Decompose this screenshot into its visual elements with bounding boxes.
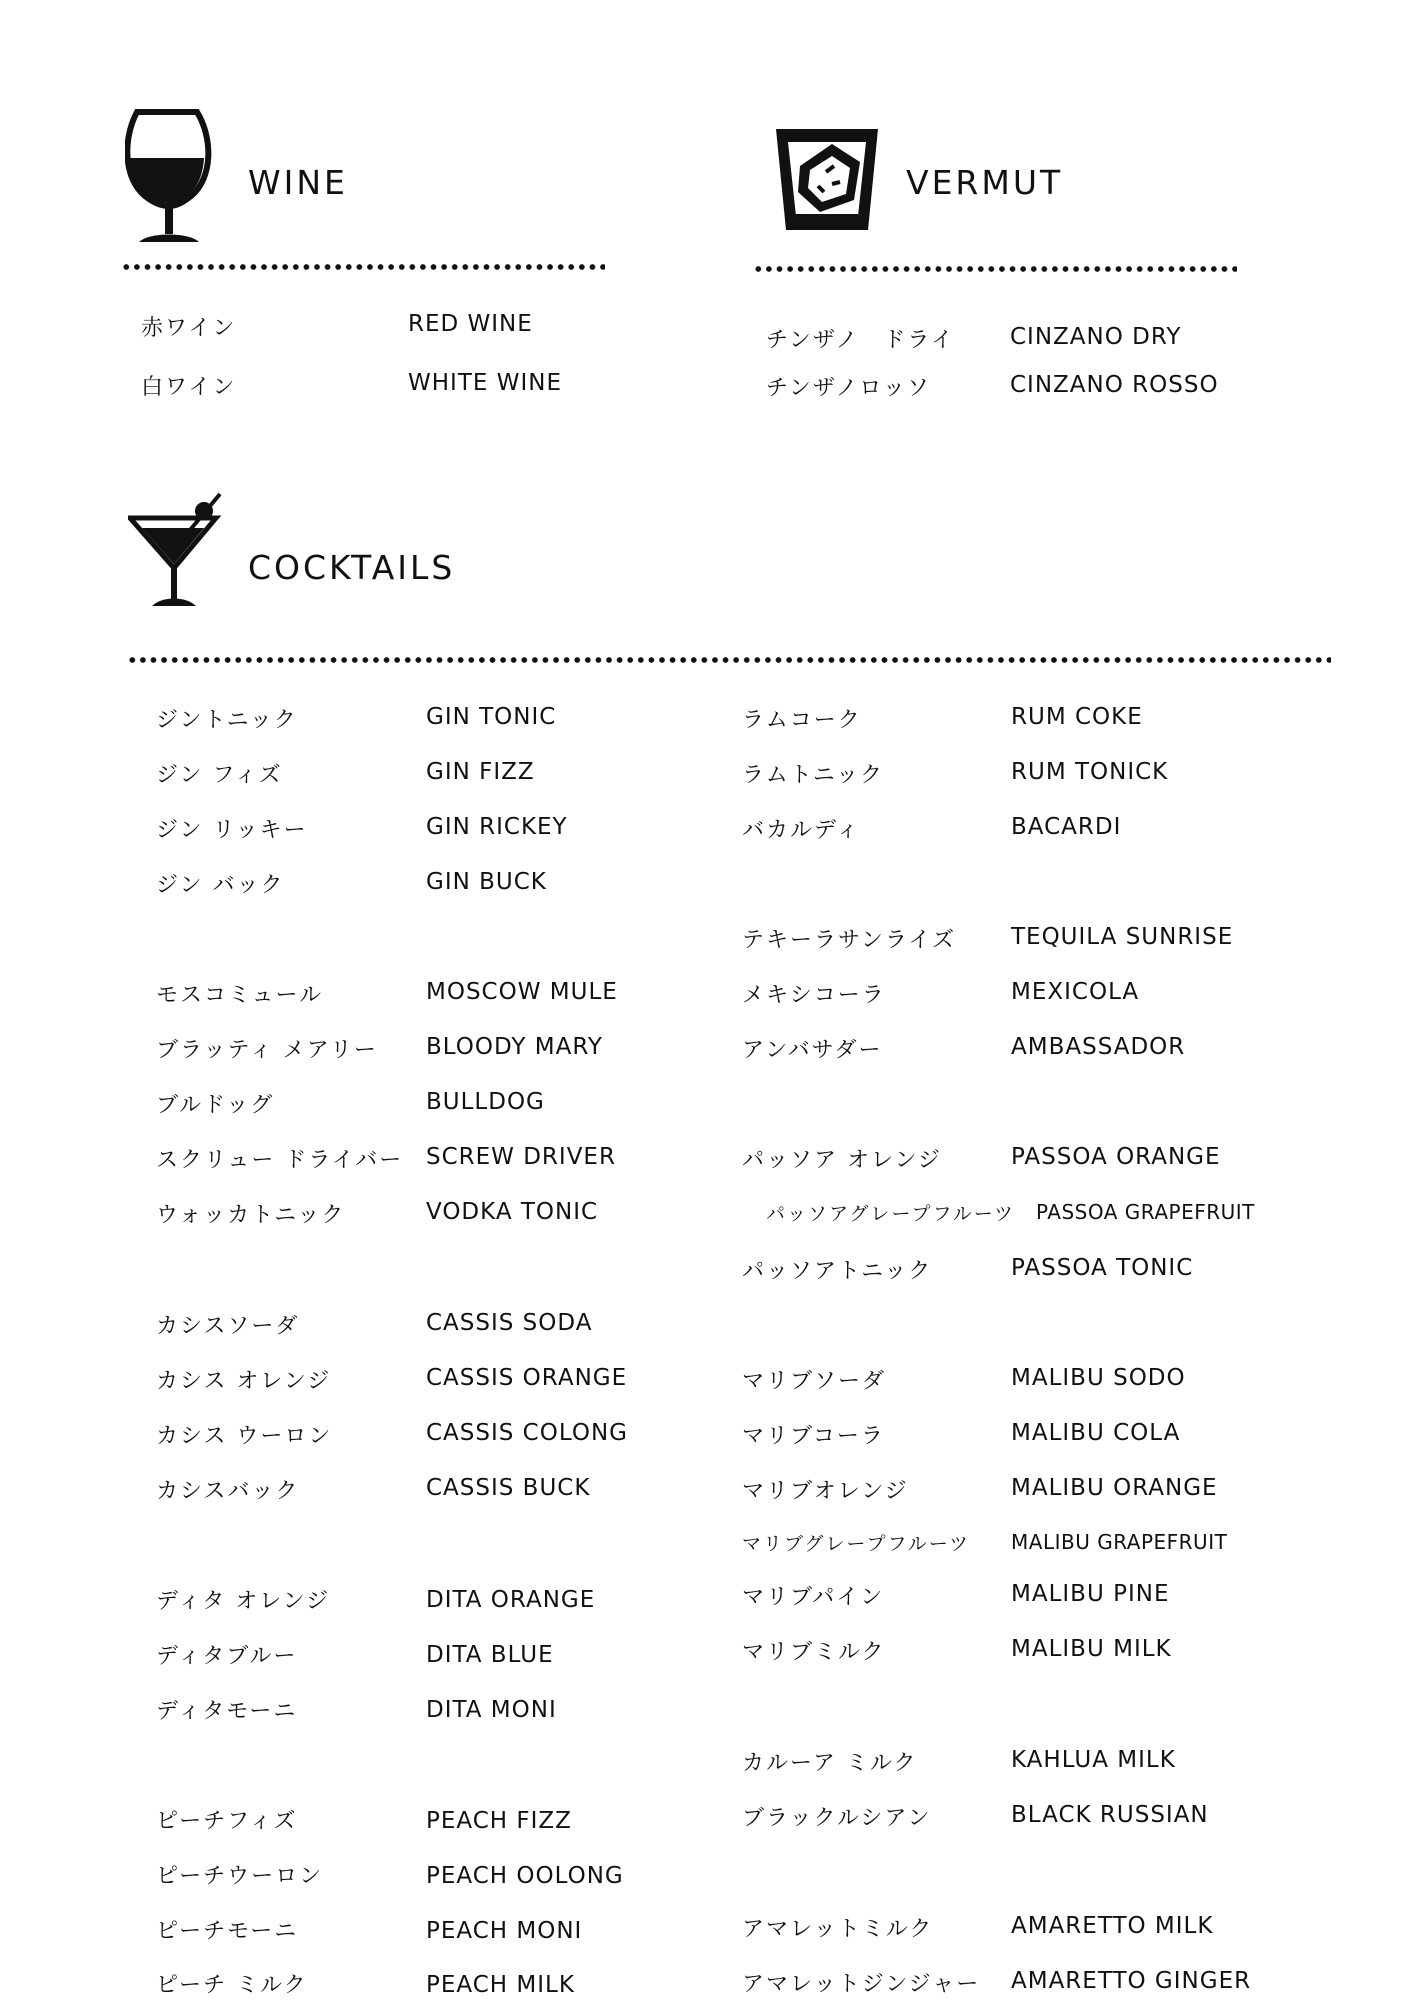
- wine-item-red-en: RED WINE: [408, 311, 533, 337]
- cocktail-jp: ラムコーク: [742, 708, 862, 733]
- cocktail-en: RUM TONICK: [1011, 759, 1169, 785]
- wine-glass-icon: [125, 108, 215, 244]
- cocktail-en: PASSOA GRAPEFRUIT: [1036, 1200, 1255, 1224]
- cocktail-en: PEACH FIZZ: [426, 1808, 572, 1834]
- cocktail-jp: ディタブルー: [156, 1644, 298, 1669]
- cocktail-en: GIN FIZZ: [426, 759, 535, 785]
- cocktail-en: MALIBU SODO: [1011, 1365, 1186, 1391]
- cocktail-jp: カシスソーダ: [156, 1314, 300, 1339]
- cocktail-jp: メキシコーラ: [742, 983, 886, 1008]
- cocktail-en: GIN TONIC: [426, 704, 557, 730]
- cocktail-jp: パッソア オレンジ: [742, 1148, 942, 1173]
- cocktail-jp: テキーラサンライズ: [742, 928, 957, 953]
- rocks-glass-icon: [774, 126, 880, 234]
- cocktail-jp: スクリュー ドライバー: [156, 1148, 404, 1173]
- cocktail-en: RUM COKE: [1011, 704, 1143, 730]
- cocktail-en: MALIBU COLA: [1011, 1420, 1181, 1446]
- vermut-divider: [753, 266, 1237, 272]
- cocktail-en: MALIBU PINE: [1011, 1581, 1170, 1607]
- cocktail-jp: マリブオレンジ: [742, 1479, 909, 1504]
- cocktail-jp: ブラッティ メアリー: [156, 1038, 378, 1063]
- cocktail-jp: パッソアトニック: [742, 1259, 933, 1284]
- cocktail-jp: カシスバック: [156, 1479, 300, 1504]
- cocktail-jp: マリブミルク: [742, 1640, 886, 1665]
- cocktail-jp: ジン バック: [156, 873, 285, 898]
- cocktail-en: BLACK RUSSIAN: [1011, 1802, 1209, 1828]
- cocktail-en: PASSOA TONIC: [1011, 1255, 1194, 1281]
- cocktail-en: BLOODY MARY: [426, 1034, 603, 1060]
- cocktail-en: MEXICOLA: [1011, 979, 1140, 1005]
- cocktail-en: DITA MONI: [426, 1697, 557, 1723]
- cocktail-en: KAHLUA MILK: [1011, 1747, 1176, 1773]
- cocktail-en: AMARETTO GINGER: [1011, 1968, 1252, 1994]
- cocktail-jp: カシス ウーロン: [156, 1424, 333, 1449]
- cocktail-jp: マリブパイン: [742, 1585, 885, 1610]
- cocktail-jp: バカルディ: [742, 818, 861, 843]
- cocktail-jp: マリブコーラ: [742, 1424, 885, 1449]
- martini-glass-icon: [128, 492, 224, 608]
- cocktail-en: CASSIS COLONG: [426, 1420, 628, 1446]
- cocktail-en: VODKA TONIC: [426, 1199, 599, 1225]
- cocktail-en: BACARDI: [1011, 814, 1122, 840]
- cocktail-jp: ピーチフィズ: [156, 1809, 298, 1834]
- wine-title: WINE: [248, 163, 348, 202]
- cocktail-en: PEACH OOLONG: [426, 1863, 624, 1889]
- cocktail-en: GIN RICKEY: [426, 814, 568, 840]
- wine-divider: [121, 264, 605, 270]
- cocktail-jp: モスコミュール: [156, 983, 324, 1008]
- cocktail-jp: カルーア ミルク: [742, 1751, 918, 1776]
- cocktail-jp: ブラックルシアン: [742, 1806, 932, 1831]
- cocktail-jp: アンバサダー: [742, 1038, 883, 1063]
- cocktail-jp: ピーチ ミルク: [156, 1973, 308, 1998]
- wine-item-white-en: WHITE WINE: [408, 370, 562, 396]
- wine-item-white-jp: 白ワイン: [141, 375, 237, 400]
- cocktail-jp: アマレットミルク: [742, 1917, 934, 1942]
- vermut-title: VERMUT: [906, 163, 1064, 202]
- cocktail-en: PEACH MILK: [426, 1972, 575, 1998]
- cocktail-en: DITA ORANGE: [426, 1587, 596, 1613]
- vermut-item-rosso-jp: チンザノロッソ: [766, 376, 931, 401]
- wine-item-red-jp: 赤ワイン: [141, 316, 237, 341]
- cocktail-jp: ディタ オレンジ: [156, 1589, 331, 1614]
- cocktail-en: AMBASSADOR: [1011, 1034, 1186, 1060]
- cocktails-divider: [127, 657, 1331, 663]
- cocktail-en: MALIBU MILK: [1011, 1636, 1172, 1662]
- cocktail-en: CASSIS ORANGE: [426, 1365, 628, 1391]
- cocktail-jp: ブルドッグ: [156, 1093, 275, 1118]
- cocktail-en: CASSIS BUCK: [426, 1475, 591, 1501]
- cocktail-jp: カシス オレンジ: [156, 1369, 332, 1394]
- cocktail-en: TEQUILA SUNRISE: [1011, 924, 1234, 950]
- cocktail-jp: ウォッカトニック: [156, 1203, 346, 1228]
- cocktail-en: AMARETTO MILK: [1011, 1913, 1214, 1939]
- vermut-item-dry-jp: チンザノ ドライ: [766, 328, 955, 353]
- vermut-item-dry-en: CINZANO DRY: [1010, 324, 1182, 350]
- cocktail-en: DITA BLUE: [426, 1642, 554, 1668]
- cocktail-jp: ピーチウーロン: [156, 1864, 324, 1889]
- cocktail-en: GIN BUCK: [426, 869, 547, 895]
- cocktail-jp: パッソアグレープフルーツ: [766, 1203, 1015, 1225]
- cocktail-en: BULLDOG: [426, 1089, 545, 1115]
- cocktail-jp: ラムトニック: [742, 763, 885, 788]
- cocktail-jp: マリブグレープフルーツ: [742, 1533, 970, 1555]
- cocktail-en: MALIBU GRAPEFRUIT: [1011, 1530, 1228, 1554]
- cocktail-jp: ジン フィズ: [156, 763, 283, 788]
- cocktail-en: MOSCOW MULE: [426, 979, 618, 1005]
- cocktail-jp: ジントニック: [156, 708, 298, 733]
- cocktail-jp: マリブソーダ: [742, 1369, 887, 1394]
- cocktail-en: PASSOA ORANGE: [1011, 1144, 1221, 1170]
- cocktail-en: CASSIS SODA: [426, 1310, 593, 1336]
- cocktail-en: MALIBU ORANGE: [1011, 1475, 1218, 1501]
- cocktail-en: PEACH MONI: [426, 1918, 583, 1944]
- vermut-item-rosso-en: CINZANO ROSSO: [1010, 372, 1219, 398]
- cocktail-jp: ピーチモーニ: [156, 1919, 299, 1944]
- cocktail-en: SCREW DRIVER: [426, 1144, 616, 1170]
- cocktail-jp: ディタモーニ: [156, 1699, 298, 1724]
- cocktail-jp: ジン リッキー: [156, 818, 308, 843]
- cocktails-title: COCKTAILS: [248, 548, 456, 587]
- cocktail-jp: アマレットジンジャー: [742, 1972, 981, 1997]
